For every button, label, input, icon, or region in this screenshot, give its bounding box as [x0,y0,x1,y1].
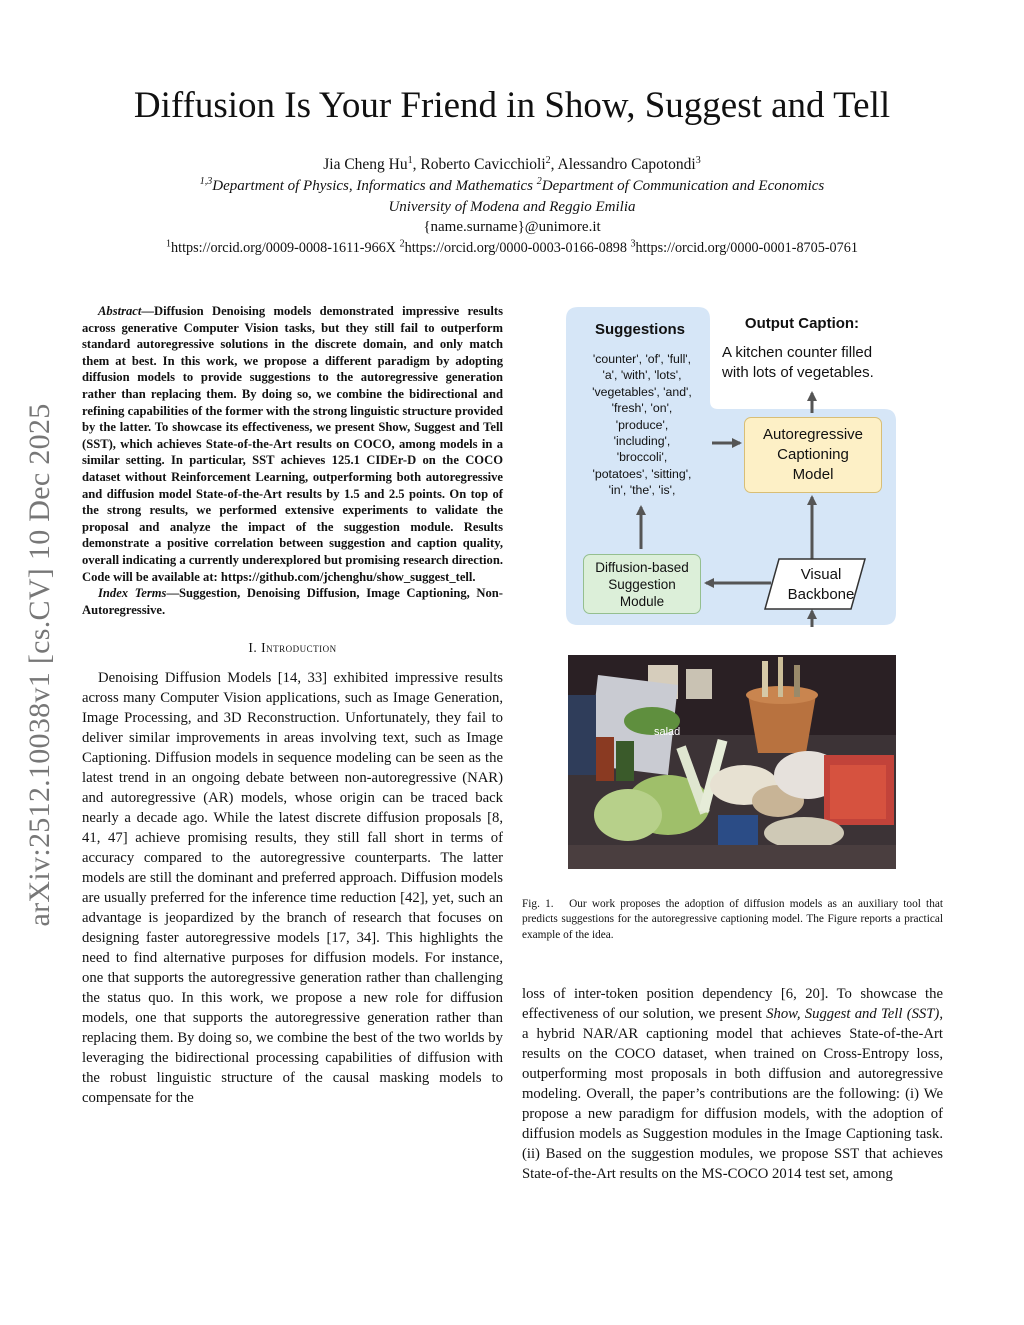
index-terms: Index Terms—Suggestion, Denoising Diffusion, Image Captioning, Non-Autoregressive. [82,586,503,617]
arxiv-id-text: arXiv:2512.10038v1 [cs.CV] 10 Dec 2025 [23,403,56,927]
suggestion-tokens: 'counter', 'of', 'full', 'a', 'with', 'lots', 'vegetables', 'and', 'fresh', 'on', 'produce', 'including', 'broccoli', 'potatoes', 'sitting', 'in', 'the', 'is', [592,352,692,498]
right-column [522,984,943,1184]
affiliations: $^{1,3}$Department of Physics, Informatics and Mathematics $^2$Department of Communication and Economics [199,176,825,194]
author-email: {name.surname}@unimore.it [423,219,601,235]
method-name: Show, Suggest and Tell (SST) [766,1006,940,1022]
author-list: Jia Cheng Hu$^1$, Roberto Cavicchioli$^2$, Alessandro Capotondi$^3$ [323,154,701,173]
photo-label-text: salad [654,726,681,738]
figure-1 [566,307,896,873]
autoregressive-model-box: Autoregressive Captioning Model [744,417,882,493]
caption-label: Fig. 1. [522,898,554,910]
left-column [82,303,503,1108]
diffusion-module-box: Diffusion-based Suggestion Module [583,554,701,614]
author-name: Jia Cheng Hu [323,156,408,173]
orcid-link[interactable]: https://orcid.org/0000-0003-0166-0898 [404,240,627,256]
orcid-link[interactable]: https://orcid.org/0009-0008-1611-966X [171,240,397,256]
suggestions-title: Suggestions [594,321,685,338]
output-caption-title: Output Caption: [744,315,860,332]
kitchen-vegetables-photo [568,655,896,869]
arxiv-identifier [12,370,68,960]
author-name: Alessandro Capotondi [557,156,696,173]
output-caption-text: A kitchen counter filled with lots of vegetables. [722,344,874,381]
caption-text: Our work proposes the adoption of diffusion models as an auxiliary tool that predicts suggestions for the autoregressive captioning model. The Figure reports a practical example of the idea. [522,898,943,941]
section-heading: I. Introduction [248,640,337,656]
figure-caption [522,897,943,943]
abstract: Abstract—Diffusion Denoising models demonstrated impressive results across generative Computer Vision tasks, but they still fail to outperform standard autoregressive solutions in the discrete domain, and only match them at best. In this work, we propose a different paradigm by adopting diffusion models to provide suggestions to the autoregressive generation rather than replacing them. By doing so, we combine the bidirectional and refining capabilities of the former with the strong linguistic structure provided by the latter. To showcase its effectiveness, we present Show, Suggest and Tell (SST), which achieves State-of-the-Art results on COCO, among models in a similar setting. In particular, SST achieves 125.1 CIDEr-D on the COCO dataset without Reinforcement Learning, outperforming both autoregressive and diffusion model State-of-the-Art results by 1.5 and 2.5 points. On top of the strong results, we performed extensive experiments to validate the proposal and analyze the impact of the suggestion module. Results demonstrate a positive correlation between suggestion and caption quality, overall indicating a currently underexplored but promising research direction. Code will be available at: https://github.com/jchenghu/show_suggest_tell. [82,304,503,584]
paper-title: Diffusion Is Your Friend in Show, Suggest and Tell [133,85,891,126]
university: University of Modena and Reggio Emilia [388,199,636,215]
orcid-link[interactable]: https://orcid.org/0000-0001-8705-0761 [635,240,858,256]
intro-continuation: loss of inter-token position dependency [6, 20]. To showcase the effectiveness of our solution, we present Show, Suggest and Tell (SST), a hybrid NAR/AR captioning model that achieves State-of-the-Art results on the COCO dataset, when trained on Cross-Entropy loss, outperforming most proposals in both diffusion and autoregressive modeling. Overall, the paper’s contributions are the following: (i) We propose a new paradigm for diffusion models, with the adoption of diffusion models as Suggestion modules in the Image Captioning task. (ii) Based on the suggestion modules, we propose SST that achieves State-of-the-Art results on the MS-COCO 2014 test set, among [522,986,943,1182]
orcid-line: $^1$https://orcid.org/0009-0008-1611-966X $^2$https://orcid.org/0000-0003-0166-0898 $^3$https://orcid.org/0000-0001-8705-0761 [166,238,858,256]
visual-backbone-label: Visual Backbone [787,566,855,603]
intro-paragraph: Denoising Diffusion Models [14, 33] exhibited impressive results across many Computer Vision applications, such as Image Generation, Image Processing, and 3D Reconstruction. Unfortunately, they fail to deliver similar improvements in areas involving text, such as Image Captioning. Diffusion models in sequence modeling can be seen as the latest trend in an ongoing debate between non-autoregressive (NAR) and autoregressive (AR) models, whose origin can be traced back nearly a decade ago. While the latest discrete diffusion proposals [8, 41, 47] achieve promising results, they still fall short in terms of accuracy compared to the autoregressive counterparts. The latter models are still the dominant and preferred approach. Diffusion models are usually preferred for the inference time reduction [42], yet, such an advantage is jeopardized by the branch of research that focuses on designing faster autoregressive models [17, 34]. This highlights the need to find alternative purposes for diffusion models. For instance, one that supports the autoregressive generation rather than challenging the status quo. In this work, we propose a new role for diffusion models, one that supports the autoregressive generation rather than replacing them. By doing so, we combine the best of the two worlds by leveraging the bidirectional processing capabilities of diffusion with the robust linguistic structure of the causal masking models to compensate for the [82,670,503,1107]
author-name: Roberto Cavicchioli [420,156,546,173]
